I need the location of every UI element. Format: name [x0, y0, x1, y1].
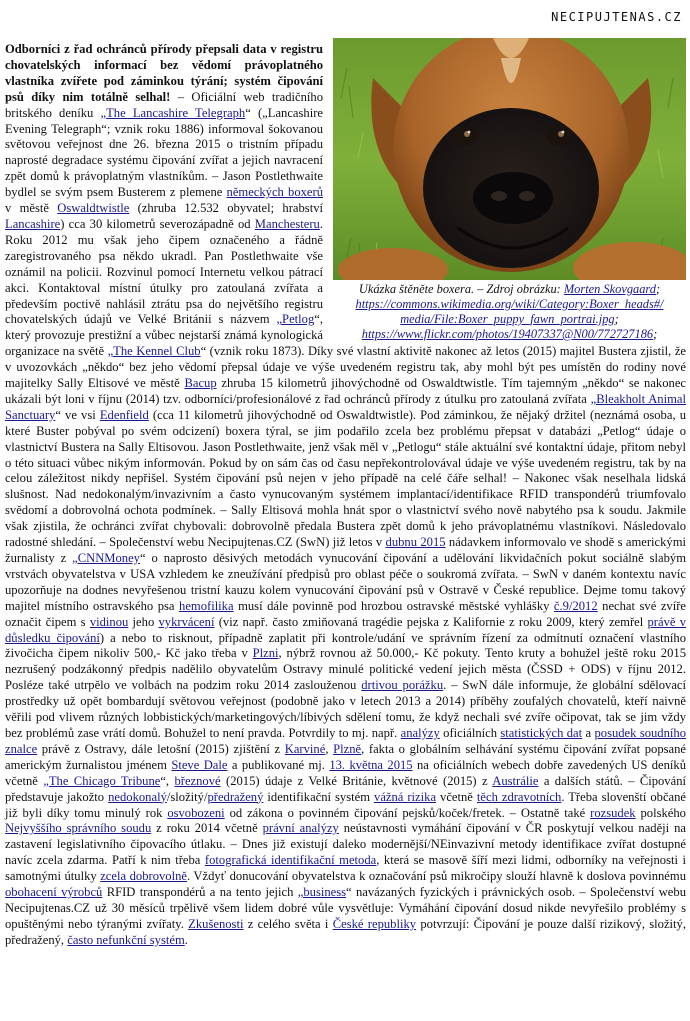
- article-text-run: ) a nebo to risknout, případně zaplatit při kontrole/udání ve správním řízení za odmítnutí označení vlastního živočicha čipem nikoliv 500,- Kč jako třeba v: [5, 630, 687, 661]
- article-text-run: nechat své zvíře označit čipem s: [5, 598, 686, 629]
- article-text-run: “ ve vsi: [55, 407, 100, 422]
- article-text-run: (zhruba 12.532 obyvatel; hrabství: [129, 201, 323, 216]
- article-text-run: . Třeba slovenští občané již byli díky tomu minulý rok: [5, 789, 687, 820]
- article-link[interactable]: Edenfield: [99, 407, 149, 422]
- article-link[interactable]: vykrvácení: [158, 614, 215, 629]
- article-link[interactable]: často nefunkční systém: [67, 932, 185, 947]
- article-text-run: .: [184, 932, 188, 947]
- article-link[interactable]: Steve Dale: [171, 757, 228, 772]
- article-figure: [333, 38, 686, 342]
- article-text-run: musí dále povinně pod hrozbou ostravské městské vyhlášky: [233, 598, 554, 613]
- article-text-run: zhruba 15 kilometrů jihovýchodně od Oswaldtwistle. Tím tajemným „někdo“ se nakonec ukázali být loni v říjnu (2014) tzv. odborníci/profesionálové z řad ochránců přírody z útulku pro zatoulaná zvířata: [5, 376, 686, 406]
- article-text-run: . – SwN dále informuje, že globální sdělovací prostředky už opět bombardují světovou veřejnost (podobně jako v letech 2013 a 2014) příběhy zoufalých chovatelů, kteří naivně věřili pod vlivem různých lobbistických/marketingových/líbivých sdělení tomu, že když nechali své zvíře očipovat, tak se jim vždy bez problémů zase vrátí domů. Bohužel to není pravda. Potvrdily to mj. např.: [5, 678, 687, 740]
- article-text-run: “ („Lancashire Evening Telegraph“; vznik roku 1886) informoval šokovanou světovou veřejnost dne 26. března 2015 o tristním případu naprosté degradace systému čipování zvířat a jejich navracení zpět domů k právoplatným vlastníkům. – Jason Postlethwaite bydlel se svým psem Busterem z plemene: [5, 105, 323, 200]
- article-link[interactable]: rozsudek: [590, 805, 636, 820]
- article-link[interactable]: Oswaldtwistle: [57, 201, 130, 216]
- article-body: [5, 42, 686, 949]
- article-link[interactable]: Lancashire: [5, 216, 61, 231]
- article-link[interactable]: vidinou: [89, 614, 129, 629]
- boxer-puppy-photo: [333, 38, 686, 280]
- article-text-run: a publikované mj.: [227, 757, 330, 772]
- article-link[interactable]: Plzni: [252, 646, 279, 661]
- article-link[interactable]: těch zdravotních: [476, 789, 562, 804]
- article-link[interactable]: hemofilika: [179, 598, 234, 613]
- article-link[interactable]: Manchesteru: [254, 216, 320, 231]
- article-text-run: v městě: [5, 201, 58, 216]
- article-link[interactable]: „business: [297, 885, 347, 900]
- article-link[interactable]: předražený: [207, 789, 264, 804]
- article-link[interactable]: č.9/2012: [553, 598, 598, 613]
- article-link[interactable]: „Bleakholt Animal Sanctuary: [5, 391, 686, 422]
- article-text-run: neústavnosti vymáhání čipování v ČR poskytují velkou naději na zastavení legislativního čipovacího útlaku. – Dnes již existují daleko modernější/NEinvazivní metody identifikace zvířat dostupné navíc zcela zdarma. Patří k nim třeba: [5, 821, 686, 868]
- article-text-run: od zákona o povinném čipování pejsků/koček/fretek. – Ostatně také: [224, 805, 591, 820]
- article-text-run: (cca 11 kilometrů jihovýchodně od Oswaldtwistle). Pod záminkou, že nějaký držitel (neznámá osoba, u které Buster pobýval po svém odcizení) boxera týral, se jim podařilo zcela bez problému přepsat v databázi „Petlog“ údaje o vlastnictví Bustera na Sally Eltisovou. Jason Postlethwaite, jenž však měl v „Petlogu“ stále aktuální své kontaktní údaje, přitom nebyl o této situaci vůbec nikým informován. Pokud by on sám čas od času nepřekontrolovával údaje ve výše uvedeném registru, tak by na celou záležitost nikdy nepřišel. Systém čipování psů nejen v jeho případě na celé čáře selhal! – Nakonec však neselhala lidská slušnost. Nad nedokonalým/invazivním a často vynucovaným systémem implantací/identifikace RFID transpondérů triumfovalo svědomí a dobrovolná ochota podmínek. – Sally Eltisová mohla hnát spor o vlastnictví svého nově nabytého psa k soudu. Jakmile však zjistila, že ochránci zvířat chybovali: dobrovolně předala Bustera zpět domů k jeho právoplatnému vlastníkovi. Následovalo radostné shledání. – Společenství webu Necipujtenas.CZ (SwN) již letos v: [5, 407, 686, 550]
- article-link[interactable]: vážná rizika: [374, 789, 437, 804]
- caption-lead: Ukázka štěněte boxera. – Zdroj obrázku:: [358, 282, 564, 296]
- article-text-run: “,: [160, 773, 175, 788]
- article-link[interactable]: „The Chicago Tribune: [43, 773, 161, 788]
- article-text-run: a: [582, 725, 595, 740]
- article-text-run: – Oficiální web tradičního britského deníku: [5, 89, 323, 120]
- article-link[interactable]: zcela dobrovolně: [100, 869, 187, 884]
- article-link[interactable]: fotografická identifikační metoda: [204, 853, 377, 868]
- article-link[interactable]: březnové: [174, 773, 221, 788]
- article-text-run: včetně: [436, 789, 477, 804]
- article-link[interactable]: německých boxerů: [226, 185, 323, 200]
- article-text-run: (viz např. často zmiňovaná tragédie pejska z Kalifornie z roku 2009, který zemřel: [214, 614, 648, 629]
- article-link[interactable]: posudek soudního znalce: [5, 725, 686, 756]
- article-link[interactable]: Austrálie: [492, 773, 539, 788]
- article-link[interactable]: nedokonalý: [108, 789, 167, 804]
- article-link[interactable]: osvobozeni: [167, 805, 225, 820]
- article-text-run: ,: [325, 741, 334, 756]
- article-text-run: jeho: [128, 614, 159, 629]
- article-link[interactable]: právní analýzy: [262, 821, 339, 836]
- article-link[interactable]: 13. května 2015: [329, 757, 413, 772]
- figure-caption: [333, 282, 686, 342]
- article-text-run: z roku 2014 včetně: [151, 821, 263, 836]
- article-link[interactable]: právě v důsledku čipování: [5, 614, 687, 645]
- article-text-run: právě z Ostravy, dále letošní (2015) zjištění z: [37, 741, 285, 756]
- article-link[interactable]: dubnu 2015: [385, 535, 446, 550]
- article-text-run: “ navázaných fyzických i právnických osob. – Společenství webu Necipujtenas.CZ už 30 měsíců trpělivě všem lidem dobré vůle vysvětluje: Vymáhání čipování dosud nikde nevyřešilo problémy s opuštěnými nebo týranými zvířaty.: [5, 885, 686, 931]
- article-text-run: RFID transpondérů a na tento jejich: [102, 885, 298, 900]
- article-text-run: , která se masově šíří mezi lidmi, odborníky na veřejnosti i samotnými útulky: [5, 853, 687, 884]
- article-text-run: ) cca 30 kilometrů severozápadně od: [60, 216, 255, 231]
- caption-sep: ;: [655, 282, 661, 296]
- article-link[interactable]: Zkušenosti: [188, 916, 244, 931]
- caption-source-link[interactable]: https://commons.wikimedia.org/wiki/Category:Boxer_heads#/ media/File:Boxer_puppy_fawn_portrai.jpg: [355, 297, 664, 326]
- article-link[interactable]: České republiky: [332, 916, 417, 931]
- article-link[interactable]: „Petlog: [276, 312, 315, 327]
- article-link[interactable]: drtivou porážku: [361, 678, 444, 693]
- article-text-run: (2015) údaje z Velké Británie, květnové (2015) z: [220, 773, 493, 788]
- article-text-run: “ o naprosto děsivých metodách vynucování čipování a udělování likvidačních pokut sociálně slabým vrstvách obyvatelstva v USA vzhledem ke zneužívání předpisů pro oblast péče o soukromá zvířata. – SwN v daném kontextu navíc upozorňuje na dodnes nevyřešenou tristní kauzu kolem vynucování čipování psů v Ostravě v České republice. Dejme tomu takový majitel místního ostravského psa: [5, 551, 686, 613]
- article-link[interactable]: „CNNMoney: [72, 551, 140, 565]
- article-link[interactable]: analýzy: [400, 725, 440, 740]
- article-link[interactable]: „The Lancashire Telegraph: [100, 105, 246, 120]
- article-text-run: “ (vznik roku 1873). Díky své vlastní aktivitě nakonec až letos (2015) majitel Bustera zjistil, že v uvozovkách „někdo“ bez jeho vědomí přepsal údaje ve výše uvedeném registru tak, aby mohl být pes umístěn do rodiny nové majitelky Sally Eltisové ve městě: [5, 344, 687, 391]
- article-link[interactable]: statistických dat: [500, 725, 583, 740]
- article-text-run: z celého světa i: [243, 916, 333, 931]
- article-text-run: potvrzují: Čipování je pouze další rizikový, složitý, předražený,: [5, 916, 686, 947]
- article-link[interactable]: Nejvyššího správního soudu: [5, 821, 152, 836]
- article-text-run: oficiálních: [439, 725, 501, 740]
- article-link[interactable]: Karviné: [284, 741, 326, 756]
- article-text-run: , nýbrž rovnou až 50.000,- Kč pokuty. Tento kruty a bohužel ještě roku 2015 nezrušený podzákonný předpis nadělilo obyvatelům Ostravy minulé politické vedení jejich města (ČSSD + ODS) v říjnu 2012. Posléze také utrpělo ve volbách na podzim roku 2014 zaslouženou: [5, 646, 686, 693]
- article-link[interactable]: Plzně: [333, 741, 362, 756]
- article-text-run: . Vždyť donucování obyvatelstva k označování psů mikročipy slouží hlavně k doslova povinnému: [186, 869, 686, 884]
- article-link[interactable]: obohacení výrobců: [5, 885, 103, 900]
- article-text-run: /složitý/: [166, 789, 208, 804]
- article-text-run: na oficiálních webech dobře zavedených US deníků včetně: [5, 757, 686, 788]
- caption-flickr-link[interactable]: https://www.flickr.com/photos/19407337@N00/772727186: [361, 327, 654, 341]
- caption-end: ;: [653, 327, 658, 341]
- article-text-run: nádavkem informovalo ve shodě s americkými žurnalisty z: [5, 535, 687, 565]
- site-brand: NECIPUJTENAS.CZ: [551, 10, 682, 24]
- article-text-run: polského: [635, 805, 686, 820]
- caption-sep-2: ;: [614, 312, 619, 326]
- article-text-run: a dalších států. – Čipování představuje jakožto: [5, 773, 686, 804]
- article-text-run: “, který provozuje prestižní a vůbec nejstarší známá kynologická organizace na světě: [5, 312, 323, 359]
- article-text-run: identifikační systém: [263, 789, 375, 804]
- article-link[interactable]: Bacup: [184, 376, 217, 391]
- article-lead: Odborníci z řad ochránců přírody přepsali data v registru chovatelských informací bez vědomí právoplatného vlastníka zvířete pod záminkou týrání; systém čipování psů díky nim totálně selhal!: [5, 42, 323, 104]
- article-link[interactable]: „The Kennel Club: [107, 344, 201, 359]
- article-text-run: , fakta o globálním selhávání systému čipování zvířat popsané americkým žurnalistou jménem: [5, 741, 687, 772]
- article-text-run: . Roku 2012 mu však jeho čipem označeného a řádně zaregistrovaného psa někdo ukradl. Pan Postlethwaite vše oznámil na policii. Rozvinul pomocí Internetu velkou pátrací akci. Kontaktoval místní útulky pro zatoulaná zvířata a především poctivě nahlásil ztrátu psa do největšího registru chovatelských údajů ve Velké Británii s názvem: [5, 216, 323, 327]
- caption-author-link[interactable]: Morten Skovgaard: [563, 282, 656, 296]
